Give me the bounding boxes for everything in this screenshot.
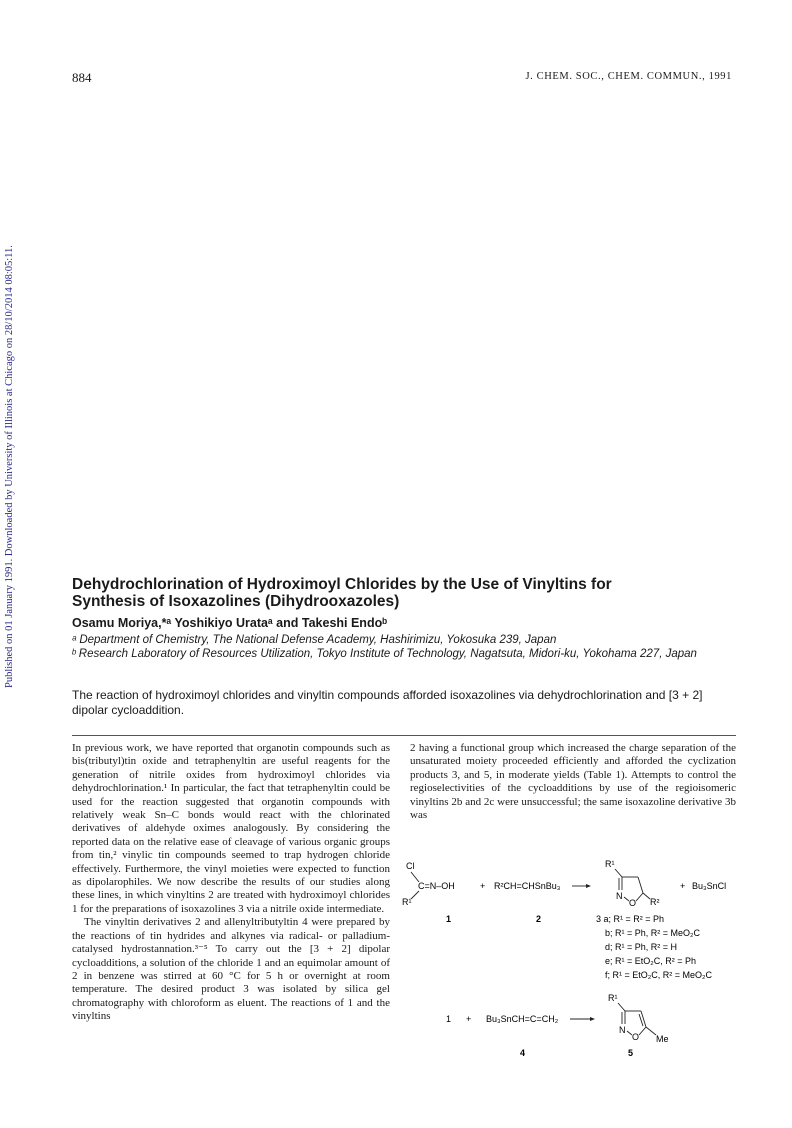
byproduct-formula: Bu₃SnCl — [692, 881, 727, 891]
compound-number: 1 — [446, 914, 452, 924]
ring-oxygen: O — [629, 898, 637, 908]
plus-sign: + — [466, 1014, 472, 1024]
bond — [646, 1027, 656, 1035]
ring-bond — [641, 1011, 646, 1027]
ring-nitrogen: N — [616, 891, 623, 901]
bond — [618, 1003, 625, 1011]
download-watermark — [2, 230, 18, 690]
compound-3b: b; R¹ = Ph, R² = MeO₂C — [605, 928, 701, 938]
journal-header: J. CHEM. SOC., CHEM. COMMUN., 1991 — [525, 71, 732, 82]
r1-substituent: R¹ — [605, 859, 615, 869]
compound-3a: 3 a; R¹ = R² = Ph — [596, 914, 665, 924]
body-column-right — [410, 742, 736, 822]
affiliation-a: ᵃ Department of Chemistry, The National Defense Academy, Hashirimizu, Yokosuka 239, Japan — [72, 634, 557, 646]
r2-substituent: R² — [650, 897, 660, 907]
abstract-divider — [72, 735, 736, 736]
download-watermark-text: Published on 01 January 1991. Downloaded by University of Illinois at Chicago on 28/10/2014 08:05:11. — [4, 245, 15, 688]
title-line-1: Dehydrochlorination of Hydroximoyl Chlorides by the Use of Vinyltins for — [72, 576, 612, 593]
article-title — [72, 576, 752, 610]
ring-nitrogen: N — [619, 1025, 626, 1035]
vinyltin-formula: R²CH=CHSnBu₃ — [494, 881, 561, 891]
reaction-arrow-head — [590, 1017, 595, 1021]
ring-bond — [638, 877, 643, 893]
allenyltin-formula: Bu₃SnCH=C=CH₂ — [486, 1014, 559, 1024]
page-number: 884 — [72, 70, 92, 85]
compound-3e: e; R¹ = EtO₂C, R² = Ph — [605, 956, 697, 966]
title-line-2: Synthesis of Isoxazolines (Dihydrooxazoles) — [72, 593, 400, 610]
ring-oxygen: O — [632, 1032, 640, 1042]
paragraph: 2 having a functional group which increased the charge separation of the unsaturated moiety proceeded efficiently and afforded the cyclization products 3, and 5, in moderate yields (Table 1). Attempts to control the regioselectivities of the cycloadditions by use of the regioisomeric vinyltins 2b and 2c were unsuccessful; the same isoxazoline derivative 3b was — [410, 742, 736, 822]
bond — [411, 891, 419, 899]
compound-number: 2 — [536, 914, 542, 924]
ring-bond — [639, 1027, 646, 1035]
paragraph: In previous work, we have reported that organotin compounds such as bis(tributyl)tin oxide and tetraphenyltin are useful reagents for the generation of nitrile oxides from hydroximoyl chlorides via dehydrochlorination.¹ In particular, the fact that tetraphenyltin could be used for the reaction suggested that organotin compounds with relatively weak Sn–C bonds would react with the chlorinated derivatives of aldehyde oximes analogously. By considering the reported data on the relative ease of cleavage of various organic groups from tin,² vinylic tin compounds seemed to trap hydrogen chloride effectively. Furthermore, the vinyl moieties were expected to function as dipolarophiles. We now describe the results of our studies along these lines, in which vinyltins 2 are treated with hydroximoyl chlorides 1 for the preparations of isoxazolines 3 via a nitrile oxide intermediate. — [72, 742, 390, 915]
paragraph: The vinyltin derivatives 2 and allenyltributyltin 4 were prepared by the reactions of tin hydrides and alkynes via radical- or palladium-catalysed hydrostannation.³⁻⁵ To carry out the [3 + 2] dipolar cycloadditions, a solution of the chloride 1 and an equimolar amount of 2 in benzene was stirred at 60 °C for 5 h or overnight at room temperature. The desired product 3 was isolated by silica gel chromatography with chloroform as eluent. The reactions of 1 and the vinyltins — [72, 916, 390, 1023]
compound-number: 4 — [520, 1048, 526, 1058]
plus-sign: + — [680, 881, 686, 891]
compound-3d: d; R¹ = Ph, R² = H — [605, 942, 678, 952]
body-column-left — [72, 742, 390, 1024]
bond — [643, 893, 650, 899]
reaction-arrow-head — [586, 884, 591, 888]
bond — [615, 869, 622, 877]
chlorine-label: Cl — [406, 861, 415, 871]
ring-bond — [636, 893, 643, 901]
abstract: The reaction of hydroximoyl chlorides and vinyltin compounds afforded isoxazolines via dehydrochlorination and [3 + 2] dipolar cycloaddition. — [72, 688, 703, 717]
affiliation-b: ᵇ Research Laboratory of Resources Utilization, Tokyo Institute of Technology, Nagatsuta, Midori-ku, Yokohama 227, Japan — [72, 648, 697, 660]
authors: Osamu Moriya,*ᵃ Yoshikiyo Urataᵃ and Takeshi Endoᵇ — [72, 616, 388, 630]
r1-substituent: R¹ — [402, 897, 412, 907]
plus-sign: + — [480, 881, 486, 891]
methyl-substituent: Me — [656, 1034, 669, 1044]
oxime-group: C=N–OH — [418, 881, 455, 891]
compound-3f: f; R¹ = EtO₂C, R² = MeO₂C — [605, 970, 713, 980]
reaction-scheme — [400, 855, 745, 1095]
compound-number: 5 — [628, 1048, 634, 1058]
compound-number: 1 — [446, 1014, 452, 1024]
r1-substituent: R¹ — [608, 993, 618, 1003]
